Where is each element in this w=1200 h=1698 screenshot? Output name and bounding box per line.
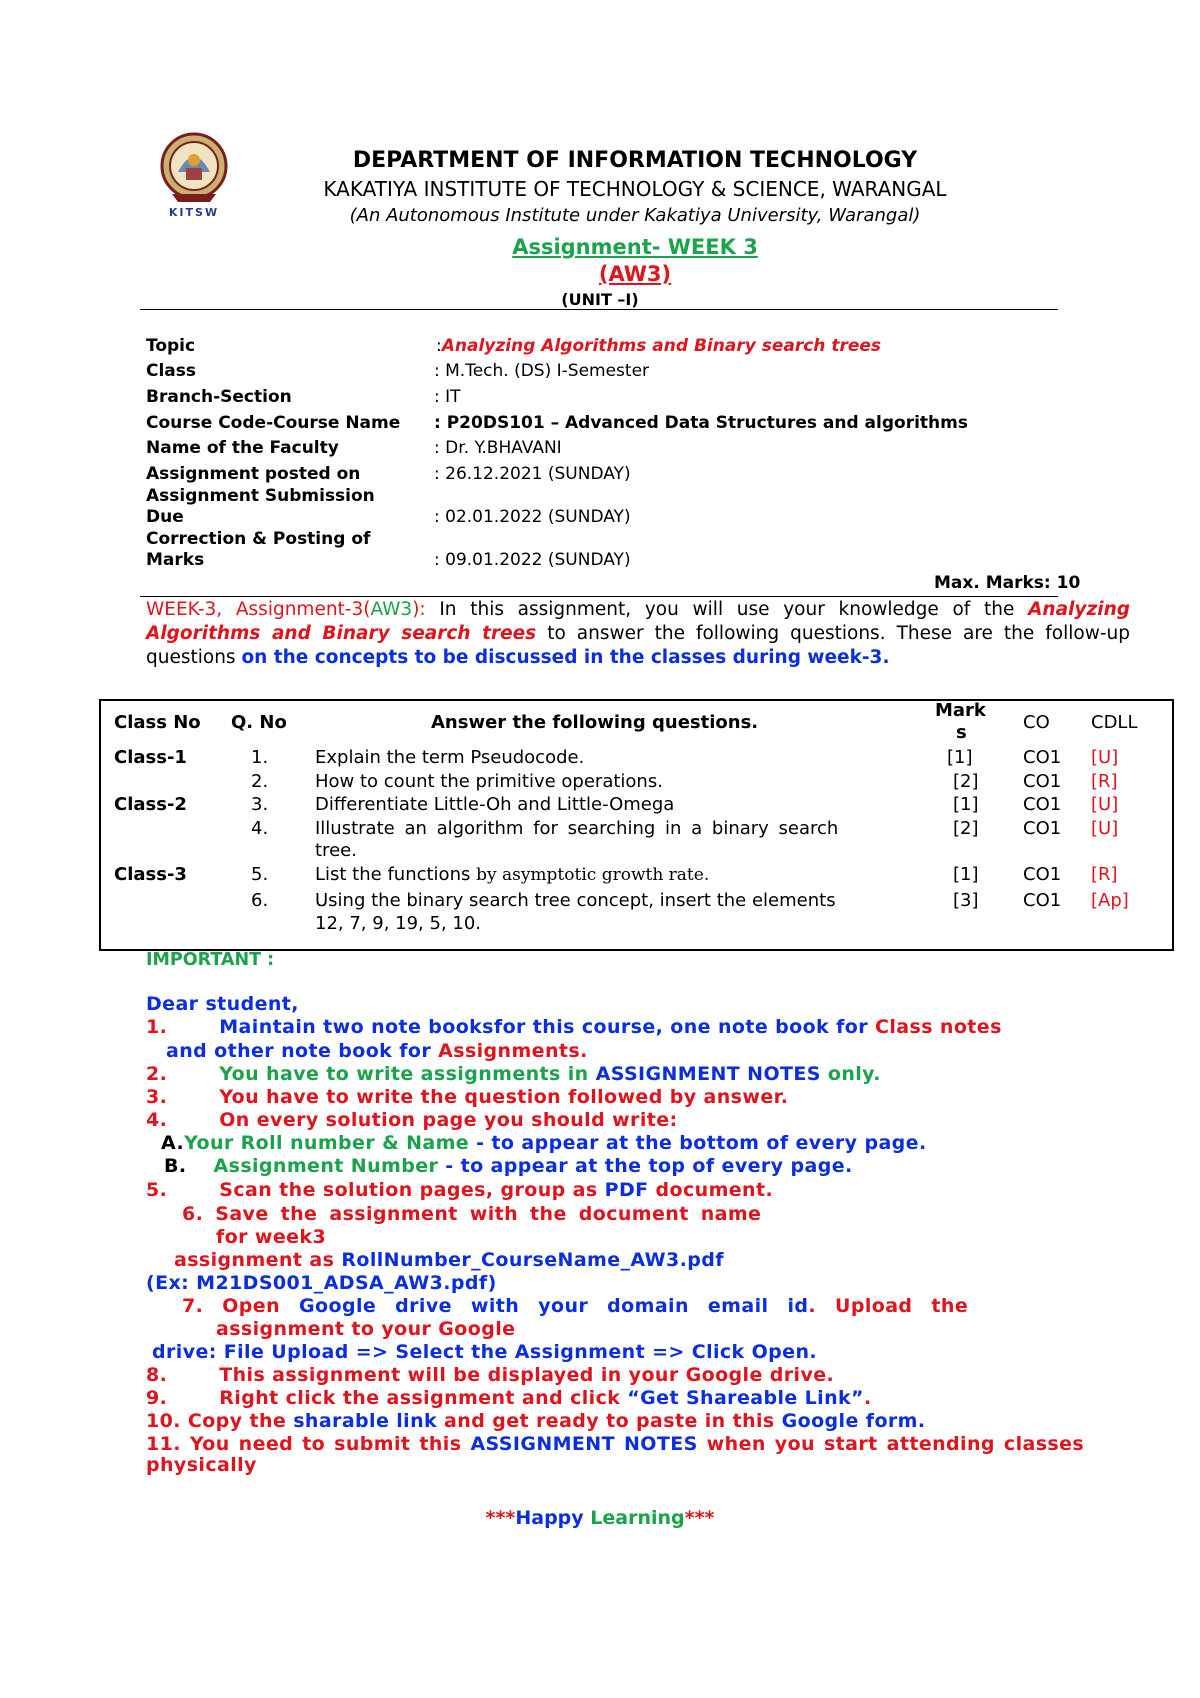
question-co: CO1 [1023, 818, 1062, 839]
class-label: Class-1 [114, 747, 187, 768]
sub-label: A. [161, 1132, 185, 1154]
question-co: CO1 [1023, 890, 1062, 911]
info-label: Assignment Submission [146, 486, 375, 506]
instruction-text: . [808, 1295, 816, 1317]
instruction-7-cont: assignment to your Google [216, 1318, 516, 1340]
instruction-7-cont2: drive: File Upload => Select the Assignment => Click Open. [152, 1341, 817, 1363]
instruction-4a [161, 1132, 927, 1155]
intro-topic: Analyzing Algorithms and Binary search trees [146, 599, 1130, 644]
closing-word-2: Learning [583, 1507, 685, 1529]
instruction-7 [182, 1295, 968, 1318]
question-marks: [2] [953, 818, 979, 839]
col-header-question: Answer the following questions. [431, 712, 759, 733]
greeting: Dear student, [146, 993, 299, 1015]
instruction-text: document. [648, 1179, 774, 1201]
question-number: 6. [251, 890, 269, 911]
topic-value: Analyzing Algorithms and Binary search trees [441, 336, 882, 356]
question-marks: [1] [953, 864, 979, 885]
question-co: CO1 [1023, 747, 1062, 768]
question-co: CO1 [1023, 771, 1062, 792]
instruction-number: 2. [146, 1063, 168, 1085]
question-co: CO1 [1023, 794, 1062, 815]
instruction-text: for this course, one note book for [493, 1016, 876, 1038]
instruction-text: Assignments. [438, 1040, 588, 1062]
instruction-text: when you start attending classes [697, 1433, 1085, 1455]
instruction-text: You have to write assignments in [219, 1063, 596, 1085]
question-cdll: [U] [1091, 818, 1119, 839]
header-divider [140, 309, 1058, 310]
col-header-co: CO [1023, 712, 1050, 733]
instruction-text: Assignment Number [213, 1155, 439, 1177]
instruction-10 [146, 1410, 925, 1433]
info-colon: : [436, 336, 442, 356]
closing-stars: *** [684, 1507, 715, 1529]
col-header-qno: Q. No [231, 712, 287, 733]
correction-value: : 09.01.2022 (SUNDAY) [434, 550, 631, 570]
instruction-text: ASSIGNMENT NOTES [595, 1063, 821, 1085]
instruction-11-cont: physically [146, 1454, 257, 1476]
instruction-text: . [863, 1387, 872, 1409]
institute-subtitle: (An Autonomous Institute under Kakatiya University, Warangal) [349, 205, 921, 226]
instruction-number: 8. [146, 1364, 168, 1386]
instruction-11 [146, 1433, 1084, 1456]
intro-concepts: on the concepts to be discussed in the classes during week-3 [241, 647, 883, 668]
col-header-marks-2: s [956, 722, 967, 743]
instruction-text: On every solution page you should write: [219, 1109, 678, 1131]
question-cdll: [U] [1091, 747, 1119, 768]
question-number: 4. [251, 818, 269, 839]
question-text-2: tree. [315, 840, 357, 861]
class-label: Class-2 [114, 794, 187, 815]
instruction-text: Maintain two note books [219, 1016, 494, 1038]
question-cdll: [R] [1091, 864, 1118, 885]
branch-value: : IT [434, 387, 461, 407]
important-heading: IMPORTANT : [146, 950, 275, 970]
info-label: Course Code-Course Name [146, 413, 401, 433]
instruction-text: You have to write the question followed by answer. [219, 1086, 789, 1108]
col-header-marks: Mark [935, 700, 986, 721]
instruction-text: ASSIGNMENT NOTES [470, 1433, 698, 1455]
course-value: : P20DS101 – Advanced Data Structures and algorithms [434, 413, 968, 433]
instruction-number: 5. [146, 1179, 168, 1201]
question-text: Using the binary search tree concept, insert the elements [315, 890, 836, 911]
instruction-text: and other note book for [166, 1040, 439, 1062]
instruction-text: and get ready to paste in this [437, 1410, 782, 1432]
question-cdll: [R] [1091, 771, 1118, 792]
question-cdll: [Ap] [1091, 890, 1129, 911]
info-label: Marks [146, 550, 205, 570]
instruction-text: Right click the assignment and click [219, 1387, 628, 1409]
intro-week: WEEK-3, Assignment-3( [146, 599, 371, 620]
instruction-2 [146, 1063, 881, 1086]
question-cdll: [U] [1091, 794, 1119, 815]
class-value: : M.Tech. (DS) I-Semester [434, 361, 650, 381]
sub-label: B. [164, 1155, 187, 1177]
question-marks: [1] [953, 794, 979, 815]
max-marks: Max. Marks: 10 [934, 573, 1081, 593]
instruction-8 [146, 1364, 834, 1387]
question-text: Illustrate an algorithm for searching in a binary search [315, 818, 839, 839]
due-value: : 02.01.2022 (SUNDAY) [434, 507, 631, 527]
question-marks: [2] [953, 771, 979, 792]
instruction-text: Scan the solution pages, group as [219, 1179, 605, 1201]
question-number: 2. [251, 771, 269, 792]
instruction-text: sharable link [293, 1410, 438, 1432]
instruction-text: RollNumber_CourseName_AW3.pdf [341, 1249, 724, 1271]
instruction-6-cont: for week3 [216, 1226, 327, 1248]
intro-period: . [882, 647, 890, 668]
instruction-number: 4. [146, 1109, 168, 1131]
info-label: Topic [146, 336, 196, 356]
logo-text: KITSW [168, 206, 220, 219]
info-divider [140, 596, 1058, 597]
intro-code: AW3 [370, 599, 413, 620]
instruction-text: Your Roll number & Name [184, 1132, 470, 1154]
instruction-number: 1. [146, 1016, 168, 1038]
instruction-text: - to appear at the bottom of every page. [469, 1132, 927, 1154]
question-number: 5. [251, 864, 269, 885]
instruction-text: “Get Shareable Link” [627, 1387, 864, 1409]
info-label: Due [146, 507, 184, 527]
closing-message [0, 1507, 1200, 1529]
assignment-code: (AW3) [598, 262, 672, 286]
instruction-text: Google drive with your domain email id [299, 1295, 809, 1317]
question-marks: [3] [953, 890, 979, 911]
posted-value: : 26.12.2021 (SUNDAY) [434, 464, 631, 484]
questions-table [99, 699, 1174, 951]
question-text-a: List the functions [315, 864, 477, 885]
instruction-1-cont [166, 1040, 588, 1063]
col-header-cdll: CDLL [1091, 712, 1138, 733]
instruction-text: Upload the [835, 1295, 969, 1317]
instruction-number: 9. [146, 1387, 168, 1409]
instruction-text: - to appear at the top of every page. [438, 1155, 853, 1177]
instruction-text: only. [820, 1063, 881, 1085]
instruction-6: 6. Save the assignment with the document name [182, 1203, 762, 1225]
instruction-text: 10. Copy the [146, 1410, 294, 1432]
question-co: CO1 [1023, 864, 1062, 885]
institute-name: KAKATIYA INSTITUTE OF TECHNOLOGY & SCIENCE, WARANGAL [323, 177, 947, 201]
question-text: How to count the primitive operations. [315, 771, 663, 792]
instruction-text: Class notes [875, 1016, 1002, 1038]
question-text-2: 12, 7, 9, 19, 5, 10. [315, 913, 482, 934]
instruction-4b [164, 1155, 853, 1178]
instruction-6-cont2 [174, 1249, 724, 1272]
intro-text-2: to answer the following questions. These are the follow-up questions [146, 623, 1130, 668]
assignment-title: Assignment- WEEK 3 [512, 235, 758, 259]
info-label: Name of the Faculty [146, 438, 339, 458]
instruction-text: 7. Open [182, 1295, 281, 1317]
instruction-text: assignment as [174, 1249, 342, 1271]
class-label: Class-3 [114, 864, 187, 885]
instruction-text: Google drive. [685, 1364, 835, 1386]
instruction-text: Google form. [781, 1410, 926, 1432]
col-header-class: Class No [114, 712, 201, 733]
question-text: Differentiate Little-Oh and Little-Omega [315, 794, 675, 815]
info-label: Class [146, 361, 197, 381]
question-text: Explain the term Pseudocode. [315, 747, 585, 768]
instruction-3 [146, 1086, 788, 1109]
question-marks: [1] [947, 747, 973, 768]
department-title: DEPARTMENT OF INFORMATION TECHNOLOGY [352, 148, 918, 173]
instruction-6-example: (Ex: M21DS001_ADSA_AW3.pdf) [146, 1272, 497, 1294]
instruction-1 [146, 1016, 1002, 1039]
closing-word-1: Happy [515, 1507, 584, 1529]
question-text-b: by asymptotic growth rate. [476, 865, 710, 885]
closing-stars: *** [485, 1507, 516, 1529]
question-text [315, 864, 709, 885]
faculty-value: : Dr. Y.BHAVANI [434, 438, 562, 458]
info-label: Assignment posted on [146, 464, 361, 484]
intro-text: In this assignment, you will use your knowledge of the [425, 599, 1015, 620]
info-label: Branch-Section [146, 387, 292, 407]
question-number: 3. [251, 794, 269, 815]
instruction-number: 3. [146, 1086, 168, 1108]
instruction-text: PDF [604, 1179, 649, 1201]
instruction-9 [146, 1387, 872, 1410]
intro-paragraph [146, 598, 1130, 670]
unit-label: (UNIT –I) [561, 290, 639, 309]
intro-colon: ): [412, 599, 426, 620]
instruction-4 [146, 1109, 678, 1132]
info-label: Correction & Posting of [146, 529, 371, 549]
instruction-text: This assignment will be displayed in your [219, 1364, 686, 1386]
question-number: 1. [251, 747, 269, 768]
instruction-text: 11. You need to submit this [146, 1433, 471, 1455]
instruction-5 [146, 1179, 773, 1202]
